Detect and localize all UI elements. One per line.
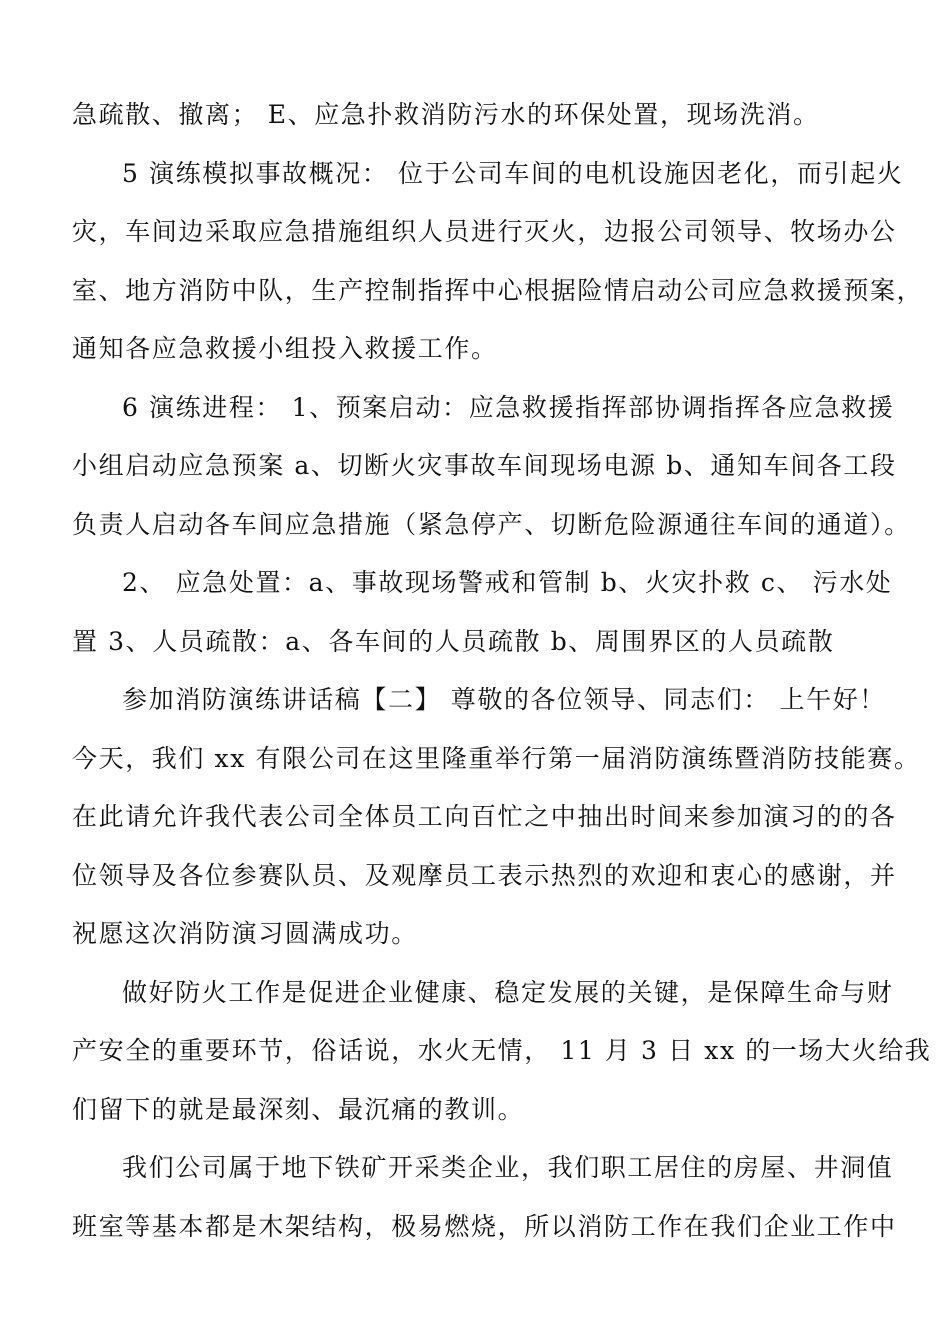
paragraph-start-line: 6 演练进程： 1、预案启动：应急救援指挥部协调指挥各应急救援 — [122, 392, 895, 422]
text-line: 小组启动应急预案 a、切断火灾事故车间现场电源 b、通知车间各工段 — [72, 451, 897, 480]
text-line: 班室等基本都是木架结构，极易燃烧，所以消防工作在我们企业工作中 — [72, 1211, 897, 1241]
text-line: 置 3、人员疏散：a、各车间的人员疏散 b、周围界区的人员疏散 — [72, 626, 835, 656]
paragraph-start-line: 5 演练模拟事故概况： 位于公司车间的电机设施因老化，而引起火 — [122, 158, 904, 188]
text-line: 今天，我们 xx 有限公司在这里隆重举行第一届消防演练暨消防技能赛。 — [72, 743, 921, 773]
paragraph-start-line: 做好防火工作是促进企业健康、稳定发展的关键，是保障生命与财 — [122, 977, 894, 1007]
text-line: 室、地方消防中队，生产控制指挥中心根据险情启动公司应急救援预案， — [72, 275, 924, 305]
paragraph-start-line: 我们公司属于地下铁矿开采类企业，我们职工居住的房屋、井洞值 — [122, 1153, 894, 1182]
document-body — [72, 86, 932, 1256]
text-line: 灾，车间边采取应急措施组织人员进行灭火，边报公司领导、牧场办公 — [72, 217, 897, 246]
paragraph-start-line: 参加消防演练讲话稿【二】 尊敬的各位领导、同志们： 上午好！ — [122, 685, 886, 714]
text-line: 位领导及各位参赛队员、及观摩员工表示热烈的欢迎和衷心的感谢，并 — [72, 860, 897, 890]
text-line: 负责人启动各车间应急措施（紧急停产、切断危险源通往车间的通道）。 — [72, 509, 911, 539]
text-line: 们留下的就是最深刻、最沉痛的教训。 — [72, 1094, 525, 1124]
text-line: 通知各应急救援小组投入救援工作。 — [72, 334, 498, 363]
text-line: 急疏散、撤离； E、应急扑救消防污水的环保处置，现场洗消。 — [72, 100, 820, 129]
text-line: 产安全的重要环节，俗话说，水火无情， 11 月 3 日 xx 的一场大火给我 — [72, 1036, 932, 1065]
paragraph-start-line: 2、 应急处置：a、事故现场警戒和管制 b、火灾扑救 c、 污水处 — [122, 568, 893, 597]
text-line: 祝愿这次消防演习圆满成功。 — [72, 919, 418, 948]
text-line: 在此请允许我代表公司全体员工向百忙之中抽出时间来参加演习的的各 — [72, 802, 897, 831]
